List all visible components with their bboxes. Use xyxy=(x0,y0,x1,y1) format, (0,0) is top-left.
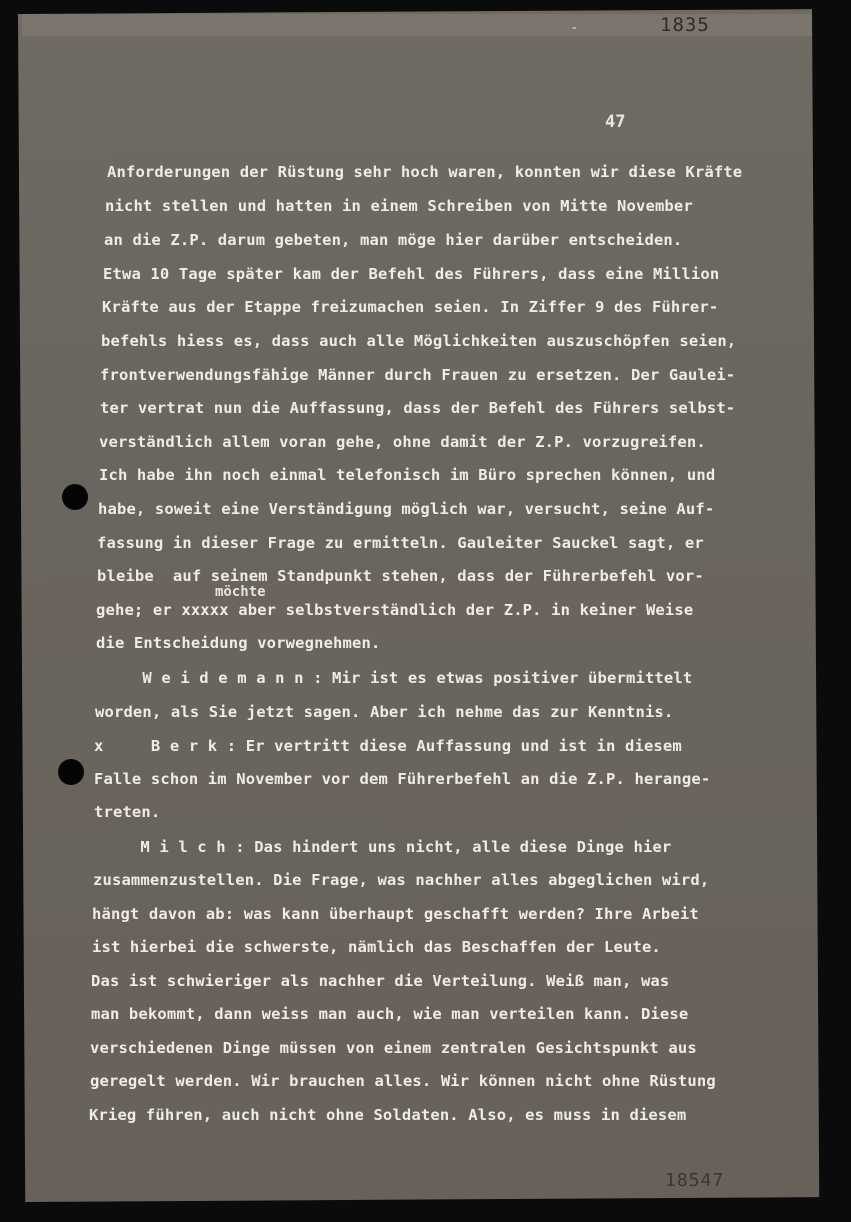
speaker-line-milch: M i l c h : Das hindert uns nicht, alle diese Dinge hier xyxy=(93,838,672,856)
text-line: geregelt werden. Wir brauchen alles. Wir können nicht ohne Rüstung xyxy=(90,1072,716,1090)
text-line: frontverwendungsfähige Männer durch Frauen zu ersetzen. Der Gaulei- xyxy=(100,366,736,384)
text-line: bleibe auf seinem Standpunkt stehen, dass der Führerbefehl vor- xyxy=(97,567,704,585)
text-line: Etwa 10 Tage später kam der Befehl des Führers, dass eine Million xyxy=(103,265,720,283)
text-line: ter vertrat nun die Auffassung, dass der Befehl des Führers selbst- xyxy=(100,399,736,417)
speaker-line-weidemann: W e i d e m a n n : Mir ist es etwas positiver übermittelt xyxy=(95,669,693,687)
text-line: fassung in dieser Frage zu ermitteln. Gauleiter Sauckel sagt, er xyxy=(97,534,704,552)
speaker-line-berk: x B e r k : Er vertritt diese Auffassung und ist in diesem xyxy=(94,737,682,755)
text-line: befehls hiess es, dass auch alle Möglichkeiten auszuschöpfen seien, xyxy=(101,332,737,350)
punch-hole-lower xyxy=(58,759,84,785)
handwritten-insertion: möchte xyxy=(215,584,266,600)
text-line: verschiedenen Dinge müssen von einem zentralen Gesichtspunkt aus xyxy=(90,1039,697,1057)
text-line: verständlich allem voran gehe, ohne damit der Z.P. vorzugreifen. xyxy=(99,433,706,451)
text-line: man bekommt, dann weiss man auch, wie man verteilen kann. Diese xyxy=(91,1005,689,1023)
text-line: Kräfte aus der Etappe freizumachen seien. In Ziffer 9 des Führer- xyxy=(102,298,719,316)
text-line: Krieg führen, auch nicht ohne Soldaten. Also, es muss in diesem xyxy=(89,1106,687,1124)
archive-stamp-bottom: 18547 xyxy=(665,1170,725,1191)
text-line: Anforderungen der Rüstung sehr hoch waren, konnten wir diese Kräfte xyxy=(107,163,743,181)
text-line: gehe; er xxxxx aber selbstverständlich der Z.P. in keiner Weise xyxy=(96,601,694,619)
text-line: an die Z.P. darum gebeten, man möge hier darüber entscheiden. xyxy=(104,231,683,249)
text-line: Falle schon im November vor dem Führerbefehl an die Z.P. herange- xyxy=(94,770,711,788)
text-line: treten. xyxy=(94,803,161,821)
text-line: hängt davon ab: was kann überhaupt geschafft werden? Ihre Arbeit xyxy=(92,905,699,923)
text-line: ist hierbei die schwerste, nämlich das Beschaffen der Leute. xyxy=(92,938,661,956)
text-line: die Entscheidung vorwegnehmen. xyxy=(96,634,381,652)
top-dash-mark: - xyxy=(570,20,579,36)
text-line: nicht stellen und hatten in einem Schreiben von Mitte November xyxy=(105,197,693,215)
page-number: 47 xyxy=(605,112,626,132)
punch-hole-upper xyxy=(62,484,88,510)
text-line: Das ist schwieriger als nachher die Verteilung. Weiß man, was xyxy=(91,972,670,990)
archive-stamp-top: 1835 xyxy=(660,14,710,36)
text-line: worden, als Sie jetzt sagen. Aber ich nehme das zur Kenntnis. xyxy=(95,703,674,721)
text-line: Ich habe ihn noch einmal telefonisch im Büro sprechen können, und xyxy=(99,466,716,484)
text-line: habe, soweit eine Verständigung möglich war, versucht, seine Auf- xyxy=(98,500,715,518)
text-line: zusammenzustellen. Die Frage, was nachher alles abgeglichen wird, xyxy=(93,871,710,889)
